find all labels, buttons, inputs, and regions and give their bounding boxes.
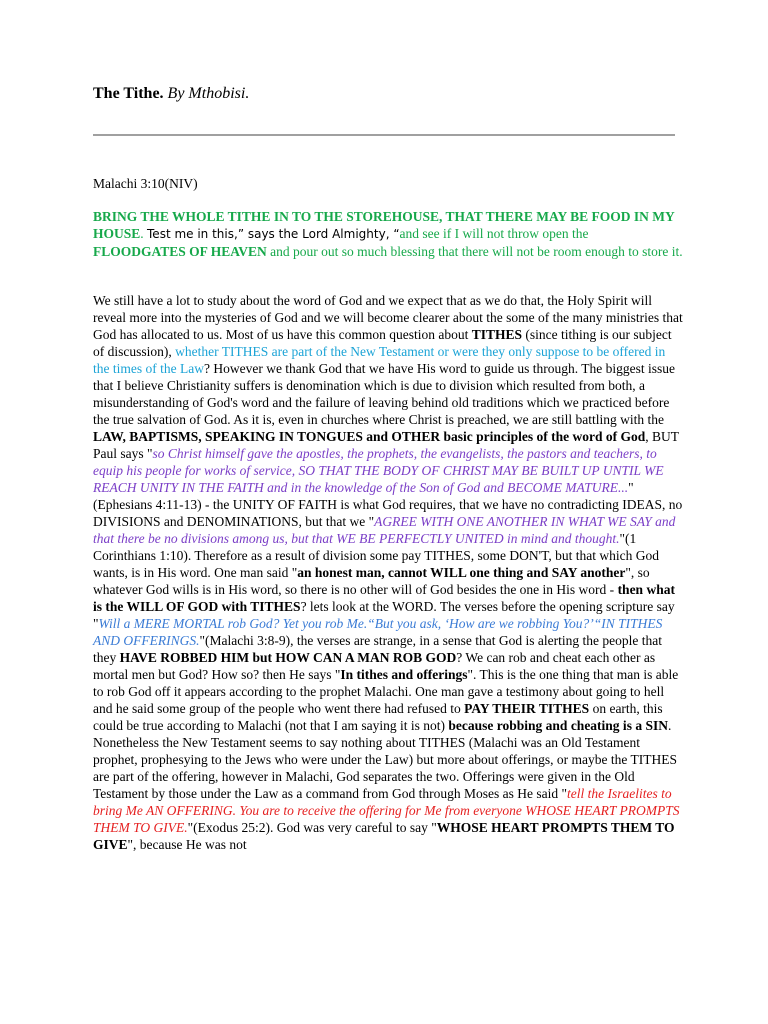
horizontal-divider [93,134,675,136]
body-run: tell the Israelites to bring Me AN OFFERING. You are to receive the offering for Me from everyone WHOSE HEART PROMPTS THEM TO GIVE. [93,786,680,835]
scripture-run: and see if I will not throw open the [399,226,589,241]
body-run: ? lets look at the WORD. The verses before the opening scripture say " [93,599,675,631]
scripture-run: and pour out so much blessing that there will not be room enough to store it. [266,244,683,259]
body-run: on earth, this could be true according to Malachi (not that I am saying it is not) [93,701,663,733]
body-run: WHOSE HEART PROMPTS THEM TO GIVE [93,820,675,852]
body-run: We still have a lot to study about the word of God and we expect that as we do that, the Holy Spirit will reveal more into the mysteries of God and we will become clearer about the some of the many ministries that God has allocated to us. Most of us have this common question about [93,293,683,342]
body-run: then what is the WILL OF GOD with TITHES [93,582,675,614]
body-run: HAVE ROBBED HIM but HOW CAN A MAN ROB GOD [119,650,457,665]
body-run: . Nonetheless the New Testament seems to say nothing about TITHES (Malachi was an Old Testament prophet, prophesying to the Jews who were under the Law) but more about offerings, or maybe the TITHES are part of the offering, however in Malachi, God separates the two. Offerings were given in the Old Testament by those under the Law as a command from God through Moses as He said " [93,718,677,801]
body-run: ? However we thank God that we have His word to guide us through. The biggest issue that I believe Christianity suffers is denomination which is due to division which resulted from both, a misunderstanding of God's word and the failure of leaving behind old traditions which we practiced before the true salvation of God. As it is, even in churches where Christ is preached, we are still battling with the [93,361,675,427]
body-run: so Christ himself gave the apostles, the prophets, the evangelists, the pastors and teachers, to equip his people for works of service, SO THAT THE BODY OF CHRIST MAY BE BUILT UP UNTIL WE REACH UNITY IN THE FAITH and in the knowledge of the Son of God and BECOME MATURE... [93,446,664,495]
scripture-reference: Malachi 3:10(NIV) [93,176,198,191]
body-run: because robbing and cheating is a SIN [448,718,668,733]
body-run: Will a MERE MORTAL rob God? Yet you rob Me.“But you ask, ‘How are we robbing You?’“IN TITHES AND OFFERINGS. [93,616,663,648]
body-run: AGREE WITH ONE ANOTHER IN WHAT WE SAY and that there be no divisions among us, but that WE BE PERFECTLY UNITED in mind and thought. [93,514,676,546]
scripture-run: . [140,226,148,241]
body-run: an honest man, cannot WILL one thing and SAY another [297,565,626,580]
body-run: ", because He was not [127,837,247,852]
body-run: ". This is the one thing that man is able to rob God off it appears according to the prophet Malachi. One man gave a testimony about going to hell and he said some group of the people who went there had refused to [93,667,679,716]
body-run: (since tithing is our subject of discussion), [93,327,672,359]
body-run: ? We can rob and cheat each other as mortal men but God? How so? then He says " [93,650,656,682]
body-run: "(Exodus 25:2). God was very careful to say " [187,820,437,835]
body-run: "(Ephesians 4:11-13) - the UNITY OF FAITH is what God requires, that we have no contradicting IDEAS, no DIVISIONS and DENOMINATIONS, but that we " [93,480,683,529]
body-run: In tithes and offerings [340,667,468,682]
body-run: , BUT Paul says " [93,429,679,461]
body-run: TITHES [471,327,522,342]
scripture-run: FLOODGATES OF HEAVEN [93,244,267,259]
body-run: PAY THEIR TITHES [464,701,590,716]
body-run: "(Malachi 3:8-9), the verses are strange, in a sense that God is alerting the people that they [93,633,662,665]
title-main: The Tithe. [93,85,164,102]
body-run: ", so whatever God wills is in His word, so there is no other will of God besides the one in His word - [93,565,650,597]
body-run: "(1 Corinthians 1:10). Therefore as a result of division some pay TITHES, some DON'T, but that which God wants, is in His word. One man said " [93,531,659,580]
title-byline: By Mthobisi. [167,85,250,102]
body-run: whether TITHES are part of the New Testament or were they only suppose to be offered in the times of the Law [93,344,666,376]
document-title [93,84,249,104]
scripture-run: Test me in this,” says the Lord Almighty, “ [147,227,400,241]
scripture-run: BRING THE WHOLE TITHE IN TO THE STOREHOUSE, THAT THERE MAY BE FOOD IN MY HOUSE [93,209,675,241]
body-run: LAW, BAPTISMS, SPEAKING IN TONGUES and OTHER basic principles of the word of God [93,429,646,444]
scripture-quote [93,208,683,260]
body-paragraph [93,292,683,853]
